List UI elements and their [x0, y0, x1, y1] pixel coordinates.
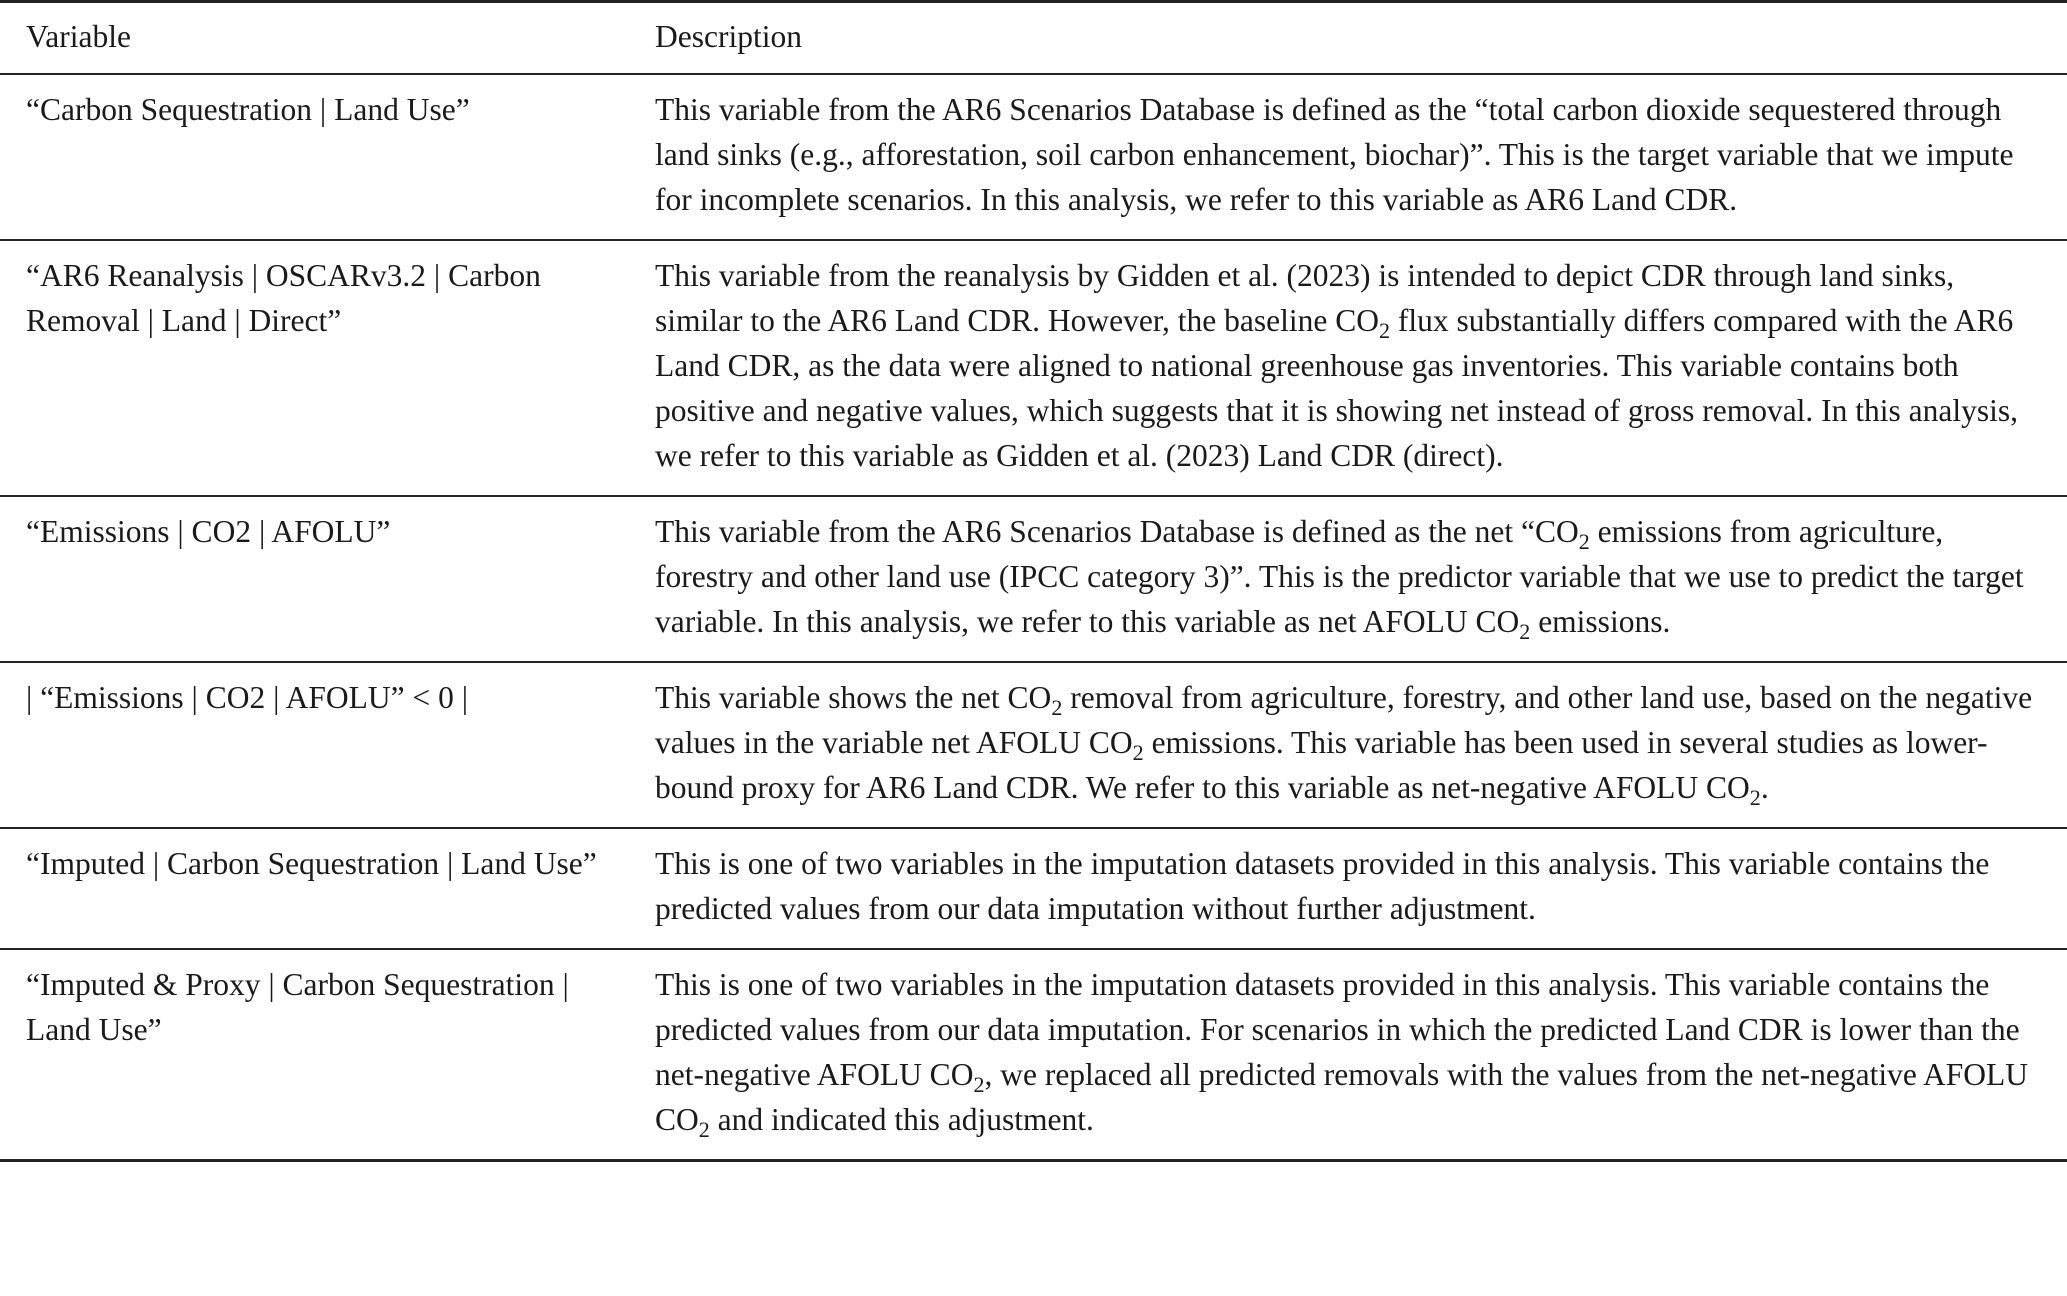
subscript: 2: [698, 1117, 710, 1143]
table-body: [0, 74, 2067, 1161]
table-row: [0, 949, 2067, 1161]
variable-name-cell: “Emissions | CO2 | AFOLU”: [26, 514, 391, 549]
description-cell: This variable shows the net $CO_2$ removal from agriculture, forestry, and other land use, based on the negative values in the variable net AFOLU $CO_2$ emissions. This variable has been used in several studies as lower-bound proxy for AR6 Land CDR. We refer to this variable as net-negative AFOLU $CO_2$.: [655, 680, 2033, 811]
variable-name-cell: “AR6 Reanalysis | OSCARv3.2 | Carbon Removal | Land | Direct”: [26, 258, 541, 338]
subscript: 2: [1051, 695, 1063, 721]
description-cell: This variable from the AR6 Scenarios Database is defined as the “total carbon dioxide sequestered through land sinks (e.g., afforestation, soil carbon enhancement, biochar)”. This is the target variable that we impute for incomplete scenarios. In this analysis, we refer to this variable as AR6 Land CDR.: [655, 92, 2014, 217]
table-header-row: [0, 2, 2067, 75]
variable-name-cell: “Imputed & Proxy | Carbon Sequestration | Land Use”: [26, 967, 569, 1047]
table-row: [0, 828, 2067, 949]
subscript: 2: [1519, 619, 1531, 645]
description-cell: This is one of two variables in the imputation datasets provided in this analysis. This variable contains the predicted values from our data imputation. For scenarios in which the predicted Land CDR is lower than the net-negative AFOLU $CO_2$, we replaced all predicted removals with the values from the net-negative AFOLU $CO_2$ and indicated this adjustment.: [655, 967, 2028, 1143]
description-cell: This variable from the reanalysis by Gidden et al. (2023) is intended to depict CDR through land sinks, similar to the AR6 Land CDR. However, the baseline $CO_2$ flux substantially differs compared with the AR6 Land CDR, as the data were aligned to national greenhouse gas inventories. This variable contains both positive and negative values, which suggests that it is showing net instead of gross removal. In this analysis, we refer to this variable as Gidden et al. (2023) Land CDR (direct).: [655, 258, 2019, 473]
variable-name-cell: “Imputed | Carbon Sequestration | Land Use”: [26, 846, 597, 881]
column-header-variable: Variable: [26, 19, 131, 54]
column-header-description: Description: [655, 19, 802, 54]
subscript: 2: [1132, 740, 1144, 766]
subscript: 2: [1578, 529, 1590, 555]
variable-name-cell: | “Emissions | CO2 | AFOLU” < 0 |: [26, 680, 468, 715]
subscript: 2: [973, 1072, 985, 1098]
table-row: [0, 240, 2067, 496]
description-cell: This variable from the AR6 Scenarios Database is defined as the net “$CO_2$ emissions from agriculture, forestry and other land use (IPCC category 3)”. This is the predictor variable that we use to predict the target variable. In this analysis, we refer to this variable as net AFOLU $CO_2$ emissions.: [655, 514, 2024, 645]
subscript: 2: [1379, 318, 1391, 344]
table-row: [0, 662, 2067, 828]
table-row: [0, 74, 2067, 240]
variable-name-cell: “Carbon Sequestration | Land Use”: [26, 92, 470, 127]
subscript: 2: [1749, 785, 1761, 811]
description-cell: This is one of two variables in the imputation datasets provided in this analysis. This variable contains the predicted values from our data imputation without further adjustment.: [655, 846, 1990, 926]
table-row: [0, 496, 2067, 662]
